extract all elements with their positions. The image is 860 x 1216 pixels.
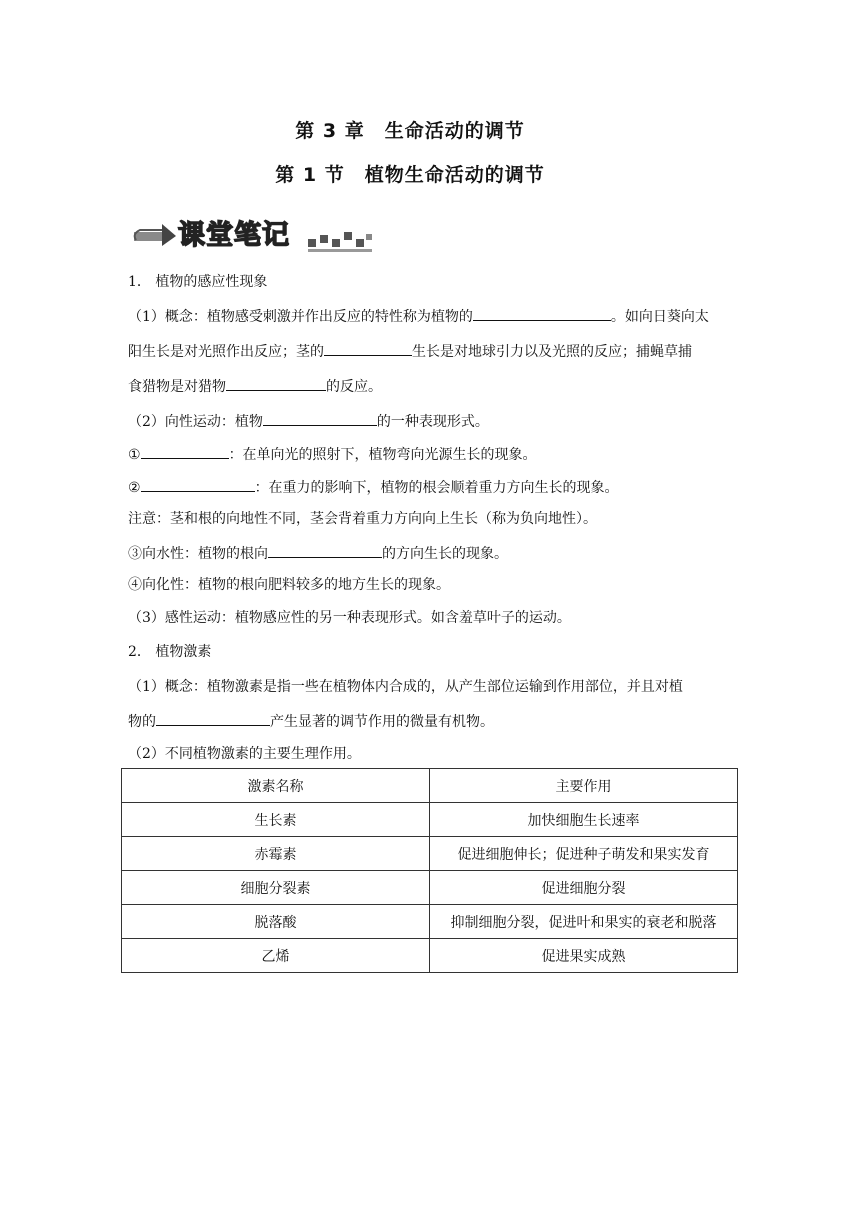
hormone-name-cell: 赤霉素 — [122, 837, 430, 871]
hormone-effect-cell: 加快细胞生长速率 — [430, 803, 738, 837]
fill-blank — [226, 375, 326, 391]
fill-blank — [156, 710, 270, 726]
hormone-name-cell: 细胞分裂素 — [122, 871, 430, 905]
paragraph-line — [128, 476, 619, 498]
hormone-effect-cell: 抑制细胞分裂，促进叶和果实的衰老和脱落 — [430, 905, 738, 939]
note-line: 注意：茎和根的向地性不同，茎会背着重力方向向上生长（称为负向地性）。 — [128, 511, 597, 527]
text-segment: 的方向生长的现象。 — [382, 546, 508, 562]
paragraph-line: （1）概念：植物激素是指一些在植物体内合成的，从产生部位运输到作用部位，并且对植 — [128, 679, 683, 695]
paragraph-line — [128, 375, 382, 397]
pixel-decoration — [308, 232, 372, 252]
table-header-cell: 主要作用 — [430, 769, 738, 803]
text-segment: ① — [128, 447, 141, 463]
paragraph-line — [128, 305, 709, 327]
hormone-name-cell: 脱落酸 — [122, 905, 430, 939]
hormone-effect-cell: 促进果实成熟 — [430, 939, 738, 973]
text-segment: ② — [128, 480, 141, 496]
hormone-name-cell: 生长素 — [122, 803, 430, 837]
paragraph-line: （3）感性运动：植物感应性的另一种表现形式。如含羞草叶子的运动。 — [128, 610, 571, 626]
text-segment: ③向水性：植物的根向 — [128, 546, 268, 562]
text-segment: 生长是对地球引力以及光照的反应；捕蝇草捕 — [412, 344, 692, 360]
text-segment: 食猎物是对猎物 — [128, 379, 226, 395]
table-row — [122, 837, 738, 871]
text-segment: 产生显著的调节作用的微量有机物。 — [270, 714, 494, 730]
table-row — [122, 905, 738, 939]
text-segment: ：在重力的影响下，植物的根会顺着重力方向生长的现象。 — [254, 480, 619, 496]
fill-blank — [324, 340, 412, 356]
table-header-cell: 激素名称 — [122, 769, 430, 803]
fill-blank — [263, 410, 377, 426]
section-title: 第 1 节 植物生命活动的调节 — [275, 164, 545, 186]
arrow-icon — [134, 224, 176, 246]
banner-label: 课堂笔记 — [178, 220, 290, 251]
text-segment: （2）向性运动：植物 — [128, 414, 263, 430]
text-segment: 的一种表现形式。 — [376, 414, 489, 430]
hormone-table — [121, 768, 738, 973]
text-segment: 的反应。 — [326, 379, 382, 395]
hormone-effect-cell: 促进细胞分裂 — [430, 871, 738, 905]
text-segment: 阳生长是对光照作出反应；茎的 — [128, 344, 324, 360]
classroom-notes-banner — [128, 210, 378, 254]
heading-plant-hormones: 2． 植物激素 — [128, 644, 212, 660]
hormone-name-cell: 乙烯 — [122, 939, 430, 973]
table-row — [122, 871, 738, 905]
paragraph-line — [128, 410, 489, 432]
table-header-row — [122, 769, 738, 803]
text-segment: ：在单向光的照射下，植物弯向光源生长的现象。 — [228, 447, 537, 463]
paragraph-line — [128, 340, 692, 362]
text-segment: 。如向日葵向太 — [610, 309, 709, 325]
heading-plant-responsiveness: 1． 植物的感应性现象 — [128, 274, 268, 290]
text-segment: （1）概念：植物感受刺激并作出反应的特性称为植物的 — [128, 309, 473, 325]
fill-blank — [268, 542, 382, 558]
table-row — [122, 939, 738, 973]
chapter-title: 第 3 章 生命活动的调节 — [295, 120, 525, 142]
table-row — [122, 803, 738, 837]
paragraph-line: （2）不同植物激素的主要生理作用。 — [128, 746, 361, 762]
fill-blank — [473, 305, 611, 321]
text-segment: 物的 — [128, 714, 156, 730]
paragraph-line — [128, 542, 508, 564]
hormone-effect-cell: 促进细胞伸长；促进种子萌发和果实发育 — [430, 837, 738, 871]
paragraph-line: ④向化性：植物的根向肥料较多的地方生长的现象。 — [128, 577, 450, 593]
paragraph-line — [128, 710, 494, 732]
paragraph-line — [128, 443, 537, 465]
fill-blank — [141, 476, 255, 492]
fill-blank — [141, 443, 229, 459]
